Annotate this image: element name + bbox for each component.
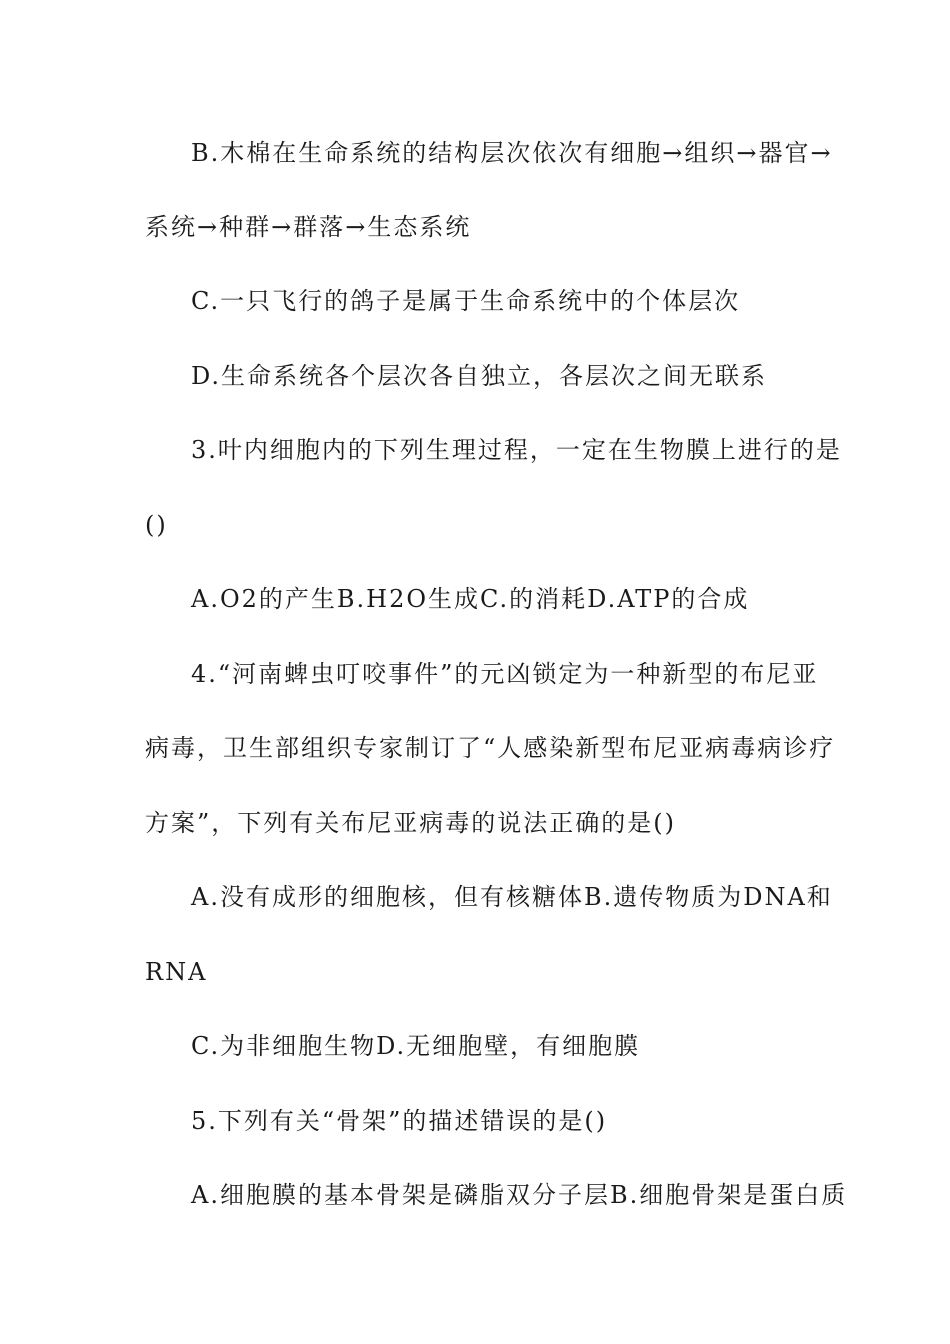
question-4-line-2: 病毒，卫生部组织专家制订了“人感染新型布尼亚病毒病诊疗 <box>145 734 836 762</box>
question-4-options-line-2: RNA <box>145 958 208 986</box>
option-d-line: D.生命系统各个层次各自独立，各层次之间无联系 <box>191 362 768 390</box>
question-3-line-2: () <box>145 511 168 539</box>
question-4-line-3: 方案”，下列有关布尼亚病毒的说法正确的是() <box>145 809 676 837</box>
question-5-options-line-1: A.细胞膜的基本骨架是磷脂双分子层B.细胞骨架是蛋白质 <box>191 1181 848 1209</box>
question-5-line: 5.下列有关“骨架”的描述错误的是() <box>191 1107 608 1135</box>
question-4-line-1: 4.“河南蜱虫叮咬事件”的元凶锁定为一种新型的布尼亚 <box>191 660 819 688</box>
question-4-options-line-1: A.没有成形的细胞核，但有核糖体B.遗传物质为DNA和 <box>191 883 833 911</box>
question-3-line-1: 3.叶内细胞内的下列生理过程，一定在生物膜上进行的是 <box>191 436 842 464</box>
question-3-options: A.O2的产生B.H2O生成C.的消耗D.ATP的合成 <box>191 585 750 613</box>
option-b-line-1: B.木棉在生命系统的结构层次依次有细胞→组织→器官→ <box>191 139 833 167</box>
option-b-line-2: 系统→种群→群落→生态系统 <box>145 213 472 241</box>
question-4-options-line-3: C.为非细胞生物D.无细胞壁，有细胞膜 <box>191 1032 641 1060</box>
option-c-line: C.一只飞行的鸽子是属于生命系统中的个体层次 <box>191 287 741 315</box>
